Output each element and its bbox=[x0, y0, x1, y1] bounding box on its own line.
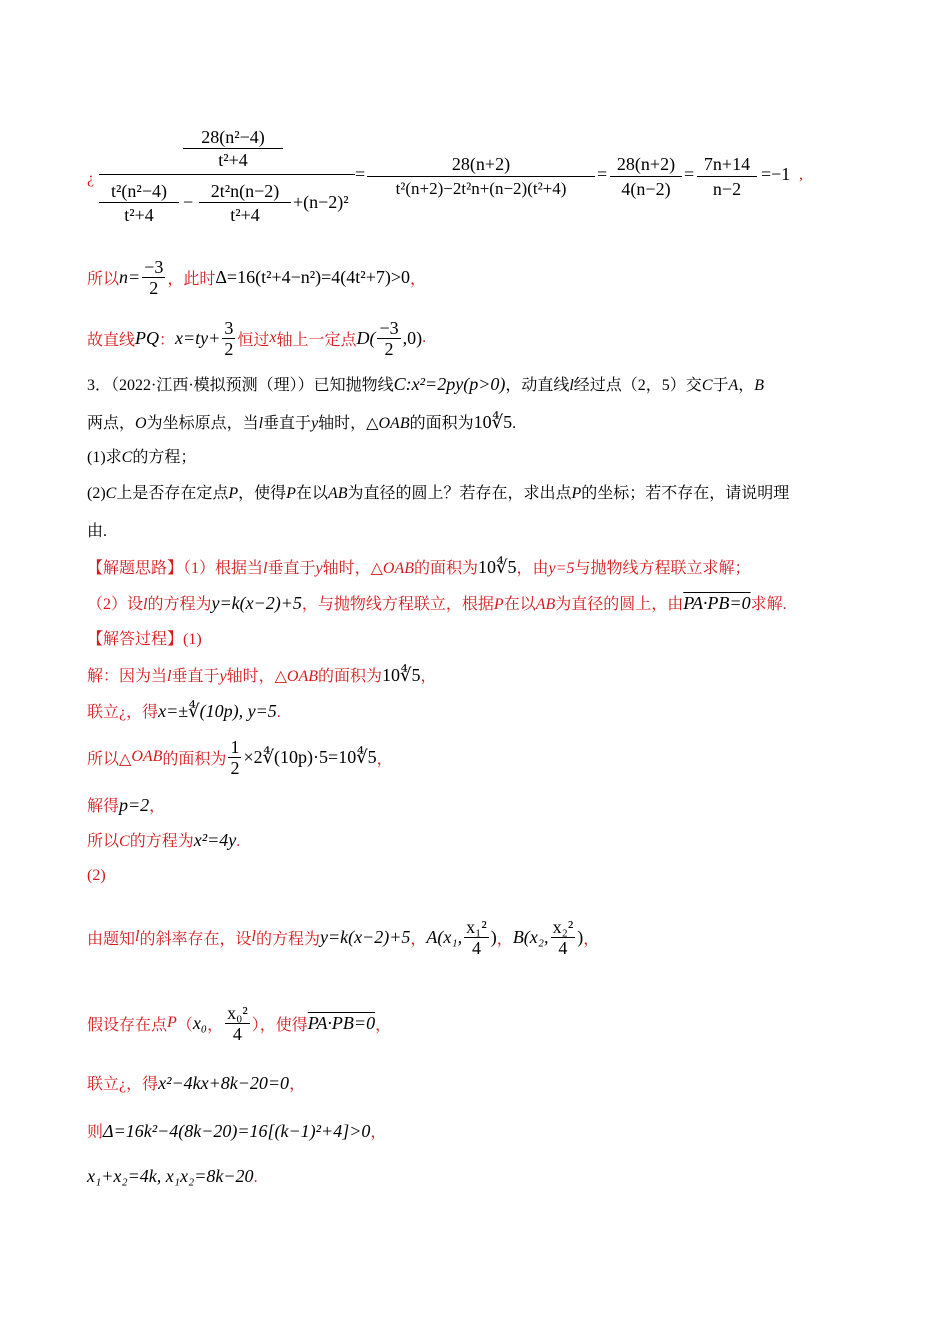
process-s9: 则Δ=16k²−4(8k−20)=16[(k−1)²+4]>0， bbox=[87, 1121, 387, 1141]
process-s3: 所以△ OAB 的面积为 $\frac{1}{2}$ ×2∜(10p)·5=10∜5 ， bbox=[87, 736, 393, 778]
compound-fraction bbox=[99, 126, 355, 232]
problem3-line2: 两点，O为坐标原点，当l垂直于y轴时，△OAB的面积为10∜5. bbox=[87, 412, 517, 432]
process-s6: 由题知 l 的斜率存在，设 l 的方程为 y=k(x−2)+5 ， A(x₁, $\frac{\text{x₁²}}{4}$ ) ， B(x₂, $\frac{\text{x₂²}}{4}$ ) ， bbox=[87, 916, 600, 958]
point-post: ,0) bbox=[402, 327, 423, 348]
den-tail: +(n−2)² bbox=[293, 192, 349, 212]
thinking-label: 【解题思路】 bbox=[87, 560, 184, 577]
process-s7: 假设存在点 P （ x₀ ， $\frac{\text{x₀²}}{4}$ ），使得 PA·PB=0 ， bbox=[87, 1002, 392, 1044]
main-fraction-bar bbox=[99, 174, 355, 175]
problem3-q2-cont: 由. bbox=[87, 523, 108, 540]
thinking-line1: 【解题思路】（1）根据当l垂直于y轴时，△OAB的面积为10∜5，由y=5与抛物线方程联立求解； bbox=[87, 557, 751, 577]
text: ， bbox=[410, 270, 427, 288]
den-frac1-num: t²(n²−4) bbox=[99, 180, 179, 203]
thinking-line2: （2）设l的方程为y=k(x−2)+5，与抛物线方程联立，根据P在以AB为直径的圆上，由PA·PB=0求解. bbox=[87, 593, 787, 613]
text: . bbox=[422, 329, 427, 346]
problem3-q2: (2)C上是否存在定点P，使得P在以AB为直径的圆上？若存在，求出点P的坐标；若不存在，请说明理 bbox=[87, 485, 790, 502]
process-s1: 解：因为当l垂直于y轴时，△OAB的面积为10∜5， bbox=[87, 665, 437, 685]
text: 轴上一定点 bbox=[276, 331, 357, 349]
frac-num: −3 bbox=[379, 317, 399, 338]
frac-den: 2 bbox=[224, 338, 234, 359]
text: 所以 bbox=[87, 270, 120, 288]
math-delta: Δ=16(t²+4−n²)=4(4t²+7)>0 bbox=[215, 266, 410, 287]
line-n-value bbox=[87, 254, 426, 300]
math-n-eq: n= bbox=[119, 266, 141, 287]
text: 恒过 bbox=[237, 331, 270, 349]
eq-2: = bbox=[597, 164, 608, 184]
problem3-line1: 3．（2022·江西·模拟预测（理））已知抛物线C:x²=2py(p>0)，动直线l经过点（2，5）交C于A，B bbox=[87, 374, 765, 394]
den-frac1-den: t²+4 bbox=[124, 205, 154, 225]
process-s8: 联立¿，得x²−4kx+8k−20=0， bbox=[87, 1073, 306, 1093]
math-eq: x=ty+ bbox=[175, 327, 221, 348]
inner-num-bottom: t²+4 bbox=[218, 150, 248, 170]
process-label: 【解答过程】(1) bbox=[87, 631, 202, 648]
frac2-num: 28(n+2) bbox=[367, 152, 595, 177]
frac-den: 2 bbox=[149, 277, 159, 298]
frac-den: 2 bbox=[384, 338, 394, 359]
process-s10: x₁+x₂=4k, x₁x₂=8k−20. bbox=[87, 1166, 258, 1186]
process-part2: (2) bbox=[87, 867, 106, 884]
line-pq bbox=[87, 315, 426, 361]
process-s5: 所以C的方程为x²=4y. bbox=[87, 830, 241, 850]
text: 故直线 bbox=[87, 331, 136, 349]
frac4-den: n−2 bbox=[712, 179, 742, 199]
den-frac2-den: t²+4 bbox=[230, 205, 260, 225]
result: =−1 bbox=[761, 164, 791, 184]
den-frac2-num: 2t²n(n−2) bbox=[199, 180, 291, 203]
result-comma: , bbox=[799, 166, 803, 183]
point-pre: D( bbox=[356, 327, 376, 348]
top-formula bbox=[87, 126, 917, 232]
den-minus: − bbox=[183, 192, 194, 212]
math-pq: PQ bbox=[135, 327, 160, 348]
frac-num: −3 bbox=[144, 256, 164, 277]
frac4-num: 7n+14 bbox=[697, 152, 757, 177]
frac3-num: 28(n+2) bbox=[610, 152, 682, 177]
formula-prefix: ¿ bbox=[87, 170, 95, 187]
eq-3: = bbox=[684, 164, 695, 184]
text: ： bbox=[159, 331, 176, 349]
frac-num: 3 bbox=[224, 317, 234, 338]
eq-1: = bbox=[355, 164, 366, 184]
var-x: x bbox=[269, 329, 277, 346]
frac2-den: t²(n+2)−2t²n+(n−2)(t²+4) bbox=[395, 179, 567, 198]
problem3-q1: (1)求C的方程； bbox=[87, 449, 197, 466]
process-s2: 联立¿，得x=±∜(10p), y=5. bbox=[87, 701, 281, 721]
text: ，此时 bbox=[167, 270, 216, 288]
inner-num-top: 28(n²−4) bbox=[183, 126, 283, 149]
frac3-den: 4(n−2) bbox=[621, 179, 671, 199]
process-s4: 解得p=2， bbox=[87, 795, 166, 815]
